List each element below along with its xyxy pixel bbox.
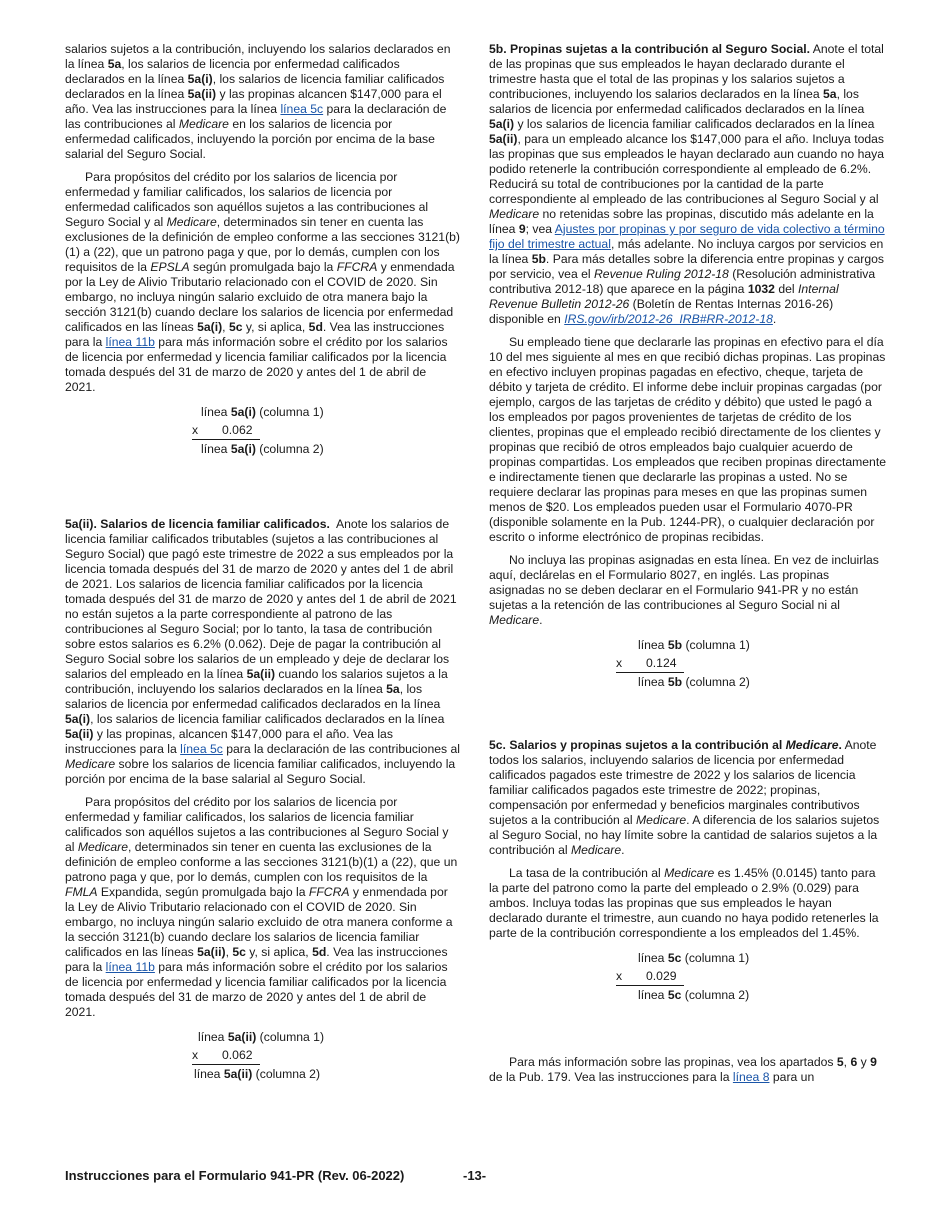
text: (columna 2) — [685, 675, 750, 689]
text: x — [192, 423, 199, 437]
text: para un — [769, 1070, 815, 1084]
calc-row-2 — [192, 423, 260, 440]
text: 5a(i) — [197, 320, 223, 334]
text: FFCRA — [336, 260, 378, 274]
page-footer — [65, 1168, 865, 1183]
text: cuando los salarios sujetos a la contribución, incluyendo los salarios declarados en la línea — [65, 667, 448, 696]
text: de la Pub. 179. Vea las instrucciones para la — [489, 1070, 733, 1084]
text: Medicare — [166, 215, 217, 229]
text: x — [192, 1048, 199, 1062]
text: línea — [638, 988, 668, 1002]
text: 5c — [667, 951, 682, 965]
text: 5b — [531, 252, 546, 266]
text: para la declaración de las contribuciones al — [222, 742, 460, 756]
text: , — [843, 1055, 851, 1069]
text: (Boletín de Rentas Internas 2016-26) disponible en — [489, 297, 834, 326]
text: y los salarios de licencia familiar calificados declarados en la línea — [514, 117, 875, 131]
text: Expandida, según promulgada bajo la — [97, 885, 309, 899]
text: es 1.45% (0.0145) tanto para la parte del patrono como la parte del empleado o 2.9% (0.029) para ambos. Incluya todas las propinas que sus empleados le hayan declarado durante el trimestre, aun cuando no haya podido retenerles la parte de la contribución correspondiente a los empleados del 1.45%. — [489, 866, 879, 940]
text: Medicare — [785, 738, 839, 752]
text: , los salarios de licencia familiar calificados declarados en la línea — [65, 72, 445, 101]
footer-title: Instrucciones para el Formulario 941-PR (Rev. 06-2022) — [65, 1168, 405, 1183]
text: y, si aplica, — [245, 945, 313, 959]
text: No incluya las propinas asignadas en esta línea. En vez de incluirlas aquí, declárelas en el Formulario 8027, en inglés. Las propinas asignadas no se deben declarar en el Formulario 941-PR y no están sujetas a la retención de las contribuciones al Seguro Social ni al — [489, 553, 879, 612]
section-heading — [489, 738, 842, 752]
link-linea-5c[interactable]: línea 5c — [280, 102, 324, 116]
calc-row-3 — [194, 1067, 320, 1082]
paragraph — [489, 866, 886, 941]
paragraph — [65, 42, 460, 162]
section-heading: 5a(ii). Salarios de licencia familiar calificados. — [65, 517, 330, 531]
text: 5a(i) — [230, 405, 256, 419]
calculation-5a-i — [65, 405, 460, 481]
text: , — [222, 320, 229, 334]
link-ajustes-propinas[interactable]: Ajustes por propinas y por seguro de vida colectivo a término fijo del trimestre actual — [489, 222, 885, 251]
text: La tasa de la contribución al — [509, 866, 665, 880]
link-linea-5c[interactable]: línea 5c — [180, 742, 223, 756]
calc-row-3 — [201, 442, 324, 457]
text: Medicare — [77, 840, 128, 854]
page-number: -13- — [463, 1168, 487, 1183]
text: (columna 1) — [259, 405, 324, 419]
text: . — [539, 613, 543, 627]
paragraph — [65, 170, 460, 395]
text: , — [225, 945, 233, 959]
text: . Para más detalles sobre la diferencia entre propinas y cargos por servicio, vea el — [489, 252, 884, 281]
text: Para propósitos del crédito por los salarios de licencia por enfermedad y familiar calificados, los salarios de licencia por enfermedad calificados son aquéllos sujetos a las contribuciones al Seguro Social y al — [65, 170, 429, 229]
text: Anote los salarios de licencia familiar calificados tributables (sujetos a las contribuciones al Seguro Social) que pagó este trimestre de 2022 a sus empleados por la licencia tomada después del 31 de marzo de 2020 y antes del 1 de abril de 2021. Los salarios de licencia familiar calificados por la licencia tomada después del 31 de marzo de 2020 y antes del 1 de abril de 2021 no están sujetos a la parte correspondiente al patrono de las contribuciones al Seguro Social; por lo tanto, la tasa de contribución sobre estos salarios es 6.2% (0.062). Deje de pagar la contribución al Seguro Social sobre los salarios de un empleado y deje de declarar los salarios del empleado en la línea — [65, 517, 457, 681]
calc-row-3 — [638, 675, 750, 690]
text: 5b — [667, 638, 683, 652]
calculation-5a-ii — [65, 1030, 460, 1090]
text: salarios sujetos a la contribución, incluyendo los salarios declarados en la línea — [65, 42, 451, 71]
text: x — [616, 969, 623, 983]
text: 5a(ii) — [246, 667, 276, 681]
text: línea — [198, 1030, 228, 1044]
text: (columna 2) — [259, 442, 324, 456]
calc-row-1 — [638, 638, 750, 653]
text: , los salarios de licencia por enfermedad calificados declarados en la línea — [65, 682, 441, 711]
text: 5a(ii) — [65, 727, 94, 741]
text: Para más información sobre las propinas, vea los apartados — [509, 1055, 837, 1069]
text: y las propinas alcancen $147,000 para el año. Vea las instrucciones para la línea — [65, 87, 442, 116]
text: (columna 2) — [255, 1067, 321, 1081]
text: Anote el total de las propinas que sus empleados le hayan declarado durante el trimestre hasta que el total de las propinas y los salarios sujetos a contribuciones, incluyendo los salarios declarados en la línea — [489, 42, 884, 101]
text: 1032 — [747, 282, 775, 296]
paragraph: Su empleado tiene que declararle las propinas en efectivo para el día 10 del mes siguiente al mes en que recibió dichas propinas. Las propinas en efectivo incluyen propinas pagadas en efectivo, cheque, tarjeta de débito y tarjeta de crédito. El informe debe incluir propinas cargadas (por ejemplo, cargos de las tarjetas de crédito y débito) que usted le pagó a los empleados por pagos provenientes de tarjetas de crédito de los clientes, propinas que el empleado recibió directamente de los clientes y propinas que recibió de otros empleados bajo cualquier acuerdo de propinas compartidas. Los empleados que reciben propinas directamente e indirectamente tienen que declararle las propinas a usted. No se requiere declarar las propinas para meses en que las propinas sumen menos de $20. Los empleados pueden usar el Formulario 4070-PR (disponible solamente en la Pub. 1244-PR), o cualquier declaración por escrito o informe electrónico de propinas recibidas. — [489, 335, 887, 544]
calc-row-1 — [201, 405, 324, 420]
text: 5a — [823, 87, 837, 101]
link-linea-8[interactable]: línea 8 — [732, 1070, 770, 1084]
text: EPSLA — [150, 260, 190, 274]
text: 5c. Salarios y propinas sujetos a la contribución al — [489, 738, 786, 752]
text: ; vea — [525, 222, 555, 236]
calc-row-3 — [638, 988, 749, 1003]
text: Medicare — [636, 813, 687, 827]
calculation-5c — [489, 951, 886, 1027]
text: , los salarios de licencia por enfermedad calificados declarados en la línea — [65, 57, 400, 86]
text: 5a(ii) — [227, 1030, 257, 1044]
paragraph — [489, 42, 886, 327]
text: línea — [201, 405, 231, 419]
text: Medicare — [664, 866, 715, 880]
text: para más información sobre el crédito por los salarios de licencia por enfermedad y licencia familiar calificados por la licencia tomada después del 31 de marzo de 2020 y antes del 1 de abril de 2021. — [65, 960, 448, 1019]
text: 5a(i) — [187, 72, 213, 86]
text: 5 — [836, 1055, 844, 1069]
text: línea — [194, 1067, 224, 1081]
text: no retenidas sobre las propinas, discutido más adelante en la línea — [489, 207, 874, 236]
text: en los salarios de licencia por enfermedad calificados, incluyendo la porción por encima de la base salarial del Seguro Social. — [65, 117, 435, 161]
right-column — [489, 42, 886, 1093]
link-irs-irb[interactable]: IRS.gov/irb/2012-26_IRB#RR-2012-18 — [564, 312, 773, 326]
text: y enmendada por la Ley de Alivio Tributario relacionado con el COVID de 2020. Sin embargo, no incluya ningún salario excluido de otra manera conforme a la sección 3121(b) cuando declare los salarios de licencia familiar calificados en las líneas — [65, 885, 453, 959]
text: 5a(i) — [230, 442, 256, 456]
text: y las propinas, alcancen $147,000 para el año. Vea las instrucciones para la — [65, 727, 393, 756]
text: 0.062 — [222, 1048, 253, 1062]
text: (columna 1) — [685, 638, 750, 652]
text: y — [857, 1055, 871, 1069]
text: Medicare — [570, 843, 622, 857]
text: línea — [638, 675, 668, 689]
text: línea — [201, 442, 231, 456]
text: FFCRA — [308, 885, 350, 899]
text: sobre los salarios de licencia familiar calificados, incluyendo la porción por encima de la base salarial al Seguro Social. — [65, 757, 456, 786]
text: . A diferencia de los salarios sujetos al Seguro Social, no hay límite sobre la cantidad de salarios sujetos a la contribución al — [489, 813, 880, 857]
text: 5d — [308, 320, 323, 334]
left-column — [65, 42, 460, 1090]
paragraph — [65, 795, 460, 1020]
paragraph — [489, 553, 886, 628]
calculation-5b — [489, 638, 886, 714]
paragraph — [489, 1055, 886, 1085]
text: . — [621, 843, 625, 857]
text: 0.124 — [646, 656, 677, 670]
text: x — [616, 656, 623, 670]
text: y enmendada por la Ley de Alivio Tributario relacionado con el COVID de 2020. Sin embargo, no incluya ningún salario excluido de otra manera bajo la sección 3121(b) cuando declare los salarios de licencia por enfermedad calificados en las líneas — [65, 260, 455, 334]
text: 5b — [667, 675, 683, 689]
text: 9 — [518, 222, 526, 236]
text: (columna 1) — [684, 951, 750, 965]
text: Anote todos los salarios, incluyendo salarios de licencia por enfermedad calificados pagados este trimestre de 2022 y los salarios de licencia familiar calificados pagados este trimestre de 2022; propinas, compensación por enfermedad y beneficios marginales contributivos sujetos a la contribución al — [489, 738, 877, 827]
text: . — [772, 312, 777, 326]
text: , los salarios de licencia familiar calificados declarados en la línea — [90, 712, 445, 726]
text: del — [774, 282, 799, 296]
text: FMLA — [65, 885, 98, 899]
text: Para propósitos del crédito por los salarios de licencia por enfermedad y familiar calificados, los salarios de licencia familiar calificados son aquéllos sujetos a las contribuciones al Seguro Social y al — [65, 795, 449, 854]
text: para más información sobre el crédito por los salarios de licencia por enfermedad y licencia familiar calificados por la licencia tomada después del 31 de marzo de 2020 y antes del 1 de abril de 2021. — [65, 335, 448, 394]
text: 5a — [386, 682, 400, 696]
text: . Vea las instrucciones para la — [65, 945, 448, 974]
text: 5a(ii) — [187, 87, 217, 101]
text: Revenue Ruling 2012-18 — [594, 267, 729, 281]
text: (Resolución administrativa contributiva 2012-18) que aparece en la página — [489, 267, 876, 296]
text: y, si aplica, — [242, 320, 309, 334]
text: , más adelante. No incluya cargos por servicios en la línea — [489, 237, 884, 266]
text: . — [838, 738, 842, 752]
text: para la declaración de las contribuciones al — [65, 102, 447, 131]
text: 5a(ii) — [489, 132, 518, 146]
text: Internal Revenue Bulletin 2012-26 — [489, 282, 839, 311]
text: línea — [638, 951, 668, 965]
link-linea-11b[interactable]: línea 11b — [105, 335, 155, 349]
text: 6 — [850, 1055, 858, 1069]
text: Medicare — [65, 757, 116, 771]
text: , los salarios de licencia por enfermedad calificados declarados en la línea — [489, 87, 865, 116]
text: 0.062 — [222, 423, 253, 437]
text: línea — [638, 638, 668, 652]
calc-row-1 — [638, 951, 749, 966]
text: 0.029 — [646, 969, 677, 983]
text: 9 — [870, 1055, 877, 1069]
link-linea-11b[interactable]: línea 11b — [105, 960, 155, 974]
text: Medicare — [489, 207, 540, 221]
text: (columna 1) — [259, 1030, 325, 1044]
calc-row-2 — [192, 1048, 260, 1065]
text: 5c — [232, 945, 246, 959]
text: . Vea las instrucciones para la — [65, 320, 445, 349]
text: 5d — [312, 945, 327, 959]
text: 5a(ii) — [223, 1067, 253, 1081]
text: 5c — [228, 320, 243, 334]
text: 5c — [667, 988, 682, 1002]
text: 5a — [107, 57, 122, 71]
paragraph — [489, 738, 886, 858]
text: según promulgada bajo la — [189, 260, 337, 274]
text: , para un empleado alcance los $147,000 para el año. Incluya todas las propinas que sus empleados le hayan declarado aun cuando no haya podido retenerle la contribución correspondiente al empleado de 6.2%. Reducirá su total de contribuciones por la cantidad de la parte correspondiente al empleado de las contribuciones al Seguro Social y al — [489, 132, 885, 206]
calc-row-2 — [616, 969, 684, 986]
calc-row-2 — [616, 656, 684, 673]
text: 5a(ii) — [197, 945, 226, 959]
paragraph — [65, 517, 460, 787]
text: , determinados sin tener en cuenta las exclusiones de la definición de empleo conforme a las secciones 3121(b)(1) a (22), que un patrono paga y que, por lo demás, cumplen con los requisitos de la — [65, 215, 460, 274]
text: Medicare — [178, 117, 229, 131]
text: 5a(i) — [489, 117, 515, 131]
text: (columna 2) — [684, 988, 750, 1002]
section-heading: 5b. Propinas sujetas a la contribución al Seguro Social. — [489, 42, 811, 56]
text: 5a(i) — [65, 712, 91, 726]
text: , determinados sin tener en cuenta las exclusiones de la definición de empleo conforme a las secciones 3121(b)(1) a (22), que un patrono paga y que, por lo demás, cumplen con los requisitos de la — [65, 840, 458, 884]
text: Medicare — [489, 613, 540, 627]
calc-row-1 — [198, 1030, 324, 1045]
